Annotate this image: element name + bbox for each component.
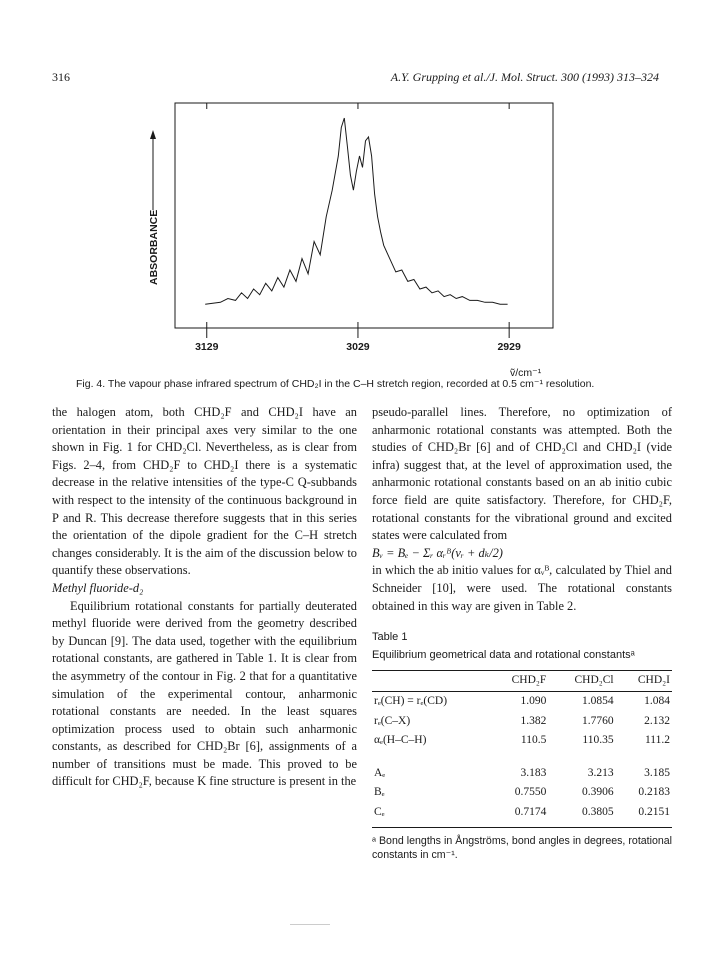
y-axis-label: ABSORBANCE xyxy=(148,209,160,285)
table-cell: rₑ(C–X) xyxy=(374,714,411,727)
x-tick-label: 3129 xyxy=(195,341,219,353)
page-number: 316 xyxy=(52,70,70,84)
table-row xyxy=(372,712,672,732)
spectrum-plot xyxy=(0,90,721,390)
table-cell: 0.2151 xyxy=(638,805,670,818)
table-cell: 2.132 xyxy=(644,714,670,727)
table-header-cell: CHD₂Cl xyxy=(574,674,614,687)
table-cell: αₑ(H–C–H) xyxy=(374,734,427,747)
table-row xyxy=(372,751,672,784)
left-column xyxy=(52,404,357,791)
x-axis-label: ṽ/cm⁻¹ xyxy=(510,367,542,379)
data-table xyxy=(372,670,672,827)
table-cell: 3.185 xyxy=(644,766,670,779)
table-footnote: ᵃ Bond lengths in Ångströms, bond angles in degrees, rotational constants in cm⁻¹. xyxy=(372,835,672,862)
table-cell: Cₑ xyxy=(374,805,385,818)
table-cell: 1.084 xyxy=(644,694,670,707)
table-description: Equilibrium geometrical data and rotational constantsᵃ xyxy=(372,648,635,661)
table-row xyxy=(372,783,672,803)
y-axis-label-group xyxy=(148,210,160,285)
page-bottom-rule xyxy=(290,924,330,925)
table-cell: 1.090 xyxy=(520,694,547,707)
table-cell: rₑ(CH) = rₑ(CD) xyxy=(374,694,448,707)
table-header-cell: CHD₂I xyxy=(637,674,670,687)
left-paragraph-1: the halogen atom, both CHD₂F and CHD₂I have an orientation in their principal axes very similar to the one shown in Fig. 1 for CHD₂Cl. Nevertheless, as is clear from Figs. 2–4, from CHD₂F to CHD₂I there is a systematic decrease in the relative intensities of the type-C Q-subbands with respect to the intensity of the continuous background in P and R. This decrease therefore suggests that in this series the orientation of the dipole gradient for the C–H stretch changes considerably. It is the aim of the discussion below to quantify these observations. xyxy=(52,405,357,578)
table-cell: 111.2 xyxy=(644,734,670,747)
table-cell: 110.35 xyxy=(582,734,614,747)
spectrum-figure xyxy=(0,90,721,390)
table-cell: 0.3805 xyxy=(582,805,614,818)
left-paragraph-2: Equilibrium rotational constants for partially deuterated methyl fluoride were derived from the geometry described by Duncan [9]. The data used, together with the equilibrium rotational constants, are gathered in Table 1. It is clear from the asymmetry of the contour in Fig. 2 that for a quantitative simulation of the experimental contour, anharmonic rotational constants are needed. In the least squares optimization process used to obtain such anharmonic constants, as described for CHD₂Br [6], assignments of a number of transitions must be made. This proved to be difficult for CHD₂F, because K fine structure is present in the xyxy=(52,598,357,789)
x-tick-label: 2929 xyxy=(497,341,521,353)
plot-frame xyxy=(175,103,553,328)
table-header-cell: CHD₂F xyxy=(511,674,547,687)
table-header-cell xyxy=(372,671,488,692)
right-paragraph-1: pseudo-parallel lines. Therefore, no optimization of anharmonic rotational constants was attempted. Both the studies of CHD₂Br [6] and of CHD₂Cl and CHD₂I (vide infra) suggest that, at the level of approximation used, the anharmonic rotational constants based on an ab initio cubic force field are quite satisfactory. Therefore, for CHD₂F, rotational constants for the vibrational ground and excited states were calculated from xyxy=(372,405,672,543)
table-cell: 0.7174 xyxy=(514,805,547,818)
table-cell: 1.7760 xyxy=(582,714,614,727)
table-cell: 0.3906 xyxy=(582,786,614,799)
section-heading: Methyl fluoride-d₂ xyxy=(52,580,144,595)
y-arrow-head xyxy=(150,130,156,139)
figure-caption: Fig. 4. The vapour phase infrared spectrum of CHD₂I in the C–H stretch region, recorded at 0.5 cm⁻¹ resolution. xyxy=(76,378,595,390)
x-tick-label: 3029 xyxy=(346,341,370,353)
table-header-row xyxy=(372,671,672,692)
table-cell: 110.5 xyxy=(520,734,547,747)
table-cell: Bₑ xyxy=(374,786,385,799)
equation: Bᵥ = Bₑ − Σᵣ αᵣᴮ(vᵣ + dₖ/2) xyxy=(372,545,503,560)
table-cell: 1.382 xyxy=(520,714,547,727)
table-bottom-rule xyxy=(372,827,672,828)
table-cell: 0.2183 xyxy=(638,786,670,799)
table-cell: Aₑ xyxy=(374,766,386,779)
table-cell: 0.7550 xyxy=(514,786,547,799)
table-row xyxy=(372,731,672,751)
table-cell: 1.0854 xyxy=(582,694,614,707)
spectrum-trace xyxy=(205,118,507,304)
table-title: Table 1 xyxy=(372,631,408,644)
table-cell: 3.213 xyxy=(587,766,614,779)
right-column xyxy=(372,404,672,862)
right-paragraph-2: in which the ab initio values for αᵥᴮ, calculated by Thiel and Schneider [10], were used. The rotational constants obtained in this way are given in Table 2. xyxy=(372,563,672,613)
table-row xyxy=(372,691,672,711)
running-head: A.Y. Grupping et al./J. Mol. Struct. 300 (1993) 313–324 xyxy=(390,70,659,84)
table-row xyxy=(372,803,672,828)
table-cell: 3.183 xyxy=(520,766,547,779)
